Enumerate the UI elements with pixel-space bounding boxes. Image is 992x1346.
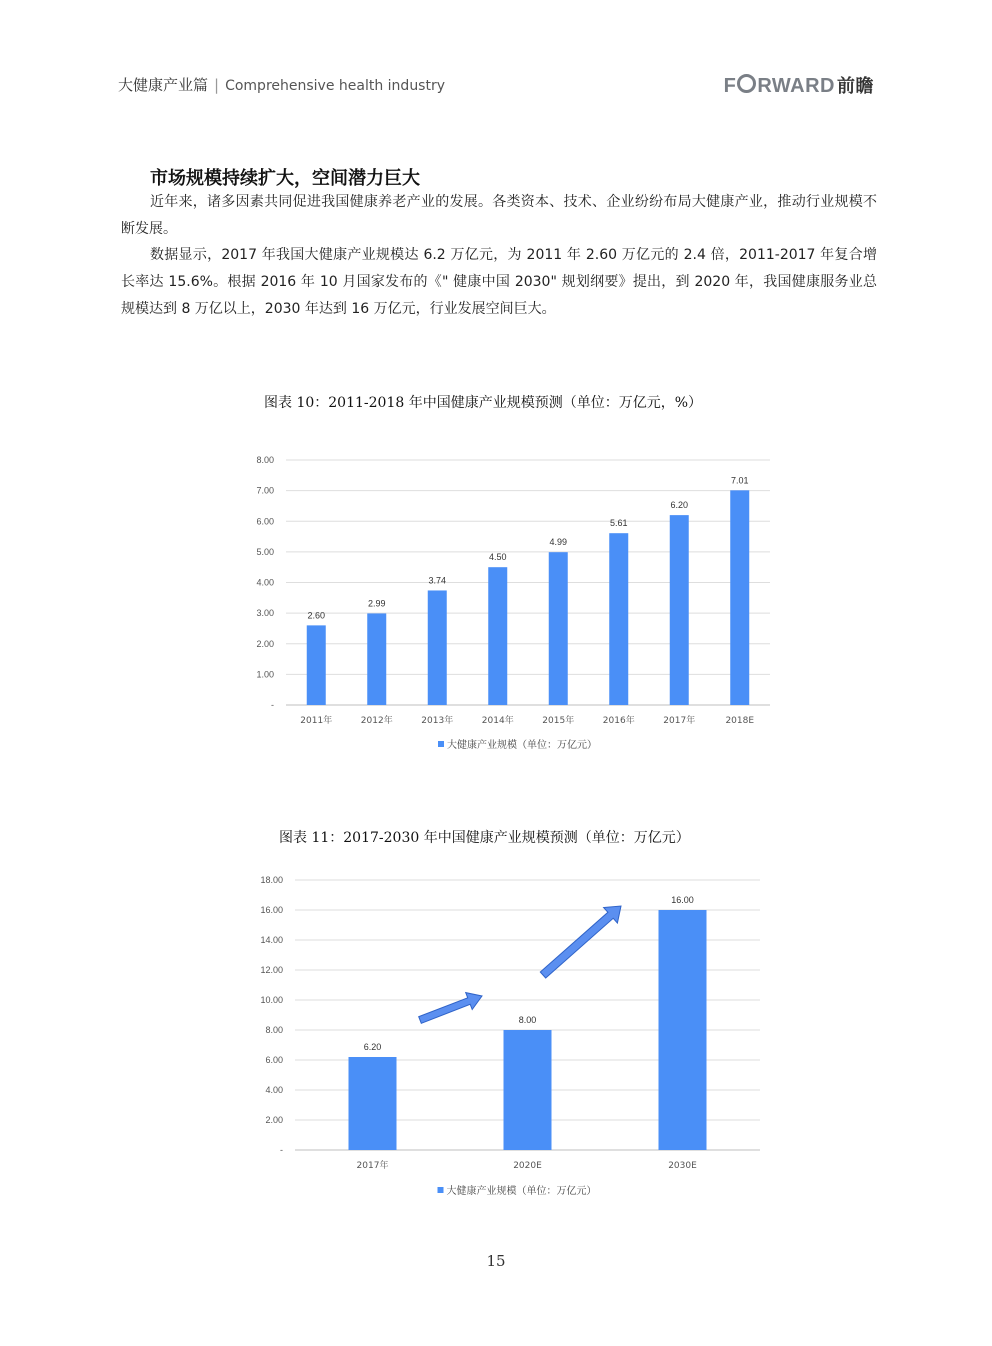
growth-arrow-icon [419,993,482,1024]
chart-10-data-label: 2.99 [367,598,386,609]
chart-11-y-tick-label: 12.00 [260,965,283,975]
chart-10-y-tick-label: 5.00 [256,546,274,557]
chart-11-x-tick-label: 2020E [513,1161,542,1171]
chart-11-x-tick-label: 2030E [668,1161,697,1171]
chart-10-data-label: 4.99 [549,537,568,548]
chart-10-y-tick-label: 8.00 [256,455,274,465]
chart-10-x-tick-label: 2014年 [481,716,514,726]
chart-11-data-label: 16.00 [671,895,694,905]
paragraph-1: 近年来，诸多因素共同促进我国健康养老产业的发展。各类资本、技术、企业纷纷布局大健康产业，推动行业规模不断发展。 [121,194,877,237]
chart-10-y-tick-label: 4.00 [256,577,274,588]
chart-11-y-tick-label: 10.00 [260,995,283,1005]
chart-10-data-label: 3.74 [428,575,447,586]
chart-11-y-tick-label: 14.00 [260,935,283,945]
chart-11-caption: 图表 11：2017-2030 年中国健康产业规模预测（单位：万亿元） [279,830,690,846]
chart-10-x-tick-label: 2012年 [360,716,393,726]
chart-11-y-tick-label: 16.00 [260,905,283,915]
chart-10-data-label: 7.01 [730,475,749,486]
chart-10-x-tick-label: 2013年 [421,716,454,726]
chart-11-y-tick-label: 2.00 [265,1115,283,1125]
chart-11-legend-label: 大健康产业规模（单位：万亿元） [446,1186,597,1197]
chart-11-data-label: 6.20 [363,1042,382,1052]
chart-10-data-label: 2.60 [307,610,326,621]
chart-11-bar [349,1057,397,1150]
chart-10-legend-label: 大健康产业规模（单位：万亿元） [447,740,597,751]
chart-10-y-tick-label: 6.00 [256,516,274,527]
page-number: 15 [486,1252,506,1270]
chart-11-data-label: 8.00 [518,1015,537,1025]
chart-10-x-tick-label: 2017年 [663,716,696,726]
chart-10-y-tick-label: 2.00 [256,638,274,649]
chart-11-legend-swatch [438,1187,444,1193]
chart-10-y-tick-label: - [271,700,274,710]
growth-arrow-icon [540,906,621,978]
header-separator: | [214,76,220,94]
chart-10-x-tick-label: 2018E [725,716,755,726]
chart-11-y-tick-label: - [280,1145,283,1155]
paragraph-2: 数据显示，2017 年我国大健康产业规模达 6.2 万亿元，为 2011 年 2.60 万亿元的 2.4 倍，2011-2017 年复合增长率达 15.6%。根据 2016 年 10 月国家发布的《" 健康中国 2030" 规划纲要》提出，到 2020 年，我国健康服务业总规模达到 8 万亿以上，2030 年达到 16 万亿元，行业发展空间巨大。 [121,247,877,317]
chart-11-y-tick-label: 8.00 [265,1025,283,1035]
header-section-en: Comprehensive health industry [225,78,446,94]
chart-10-caption: 图表 10：2011-2018 年中国健康产业规模预测（单位：万亿元，%） [264,395,703,411]
chart-11-x-tick-label: 2017年 [356,1161,389,1171]
chart-10-x-tick-label: 2011年 [300,716,333,726]
chart-10-y-tick-label: 3.00 [256,608,274,619]
section-title: 市场规模持续扩大，空间潜力巨大 [150,168,420,189]
chart-10-y-tick-label: 7.00 [256,485,274,496]
header-section-cn: 大健康产业篇 [118,76,209,94]
chart-10-x-tick-label: 2016年 [602,716,635,726]
chart-10-data-label: 6.20 [670,500,689,511]
chart-10-x-tick-label: 2015年 [542,716,575,726]
chart-11-y-tick-label: 6.00 [265,1055,283,1065]
chart-11-y-tick-label: 18.00 [260,875,283,885]
chart-10-data-label: 4.50 [488,552,507,563]
logo-text-pre: F [723,75,737,97]
chart-11-bar [504,1030,552,1150]
logo-cn: 前瞻 [837,76,874,96]
chart-10-y-tick-label: 1.00 [256,669,274,680]
chart-10-data-label: 5.61 [609,518,628,529]
chart-11-y-tick-label: 4.00 [265,1085,283,1095]
logo-text-post: RWARD [757,75,835,97]
chart-11-bar [659,910,707,1150]
